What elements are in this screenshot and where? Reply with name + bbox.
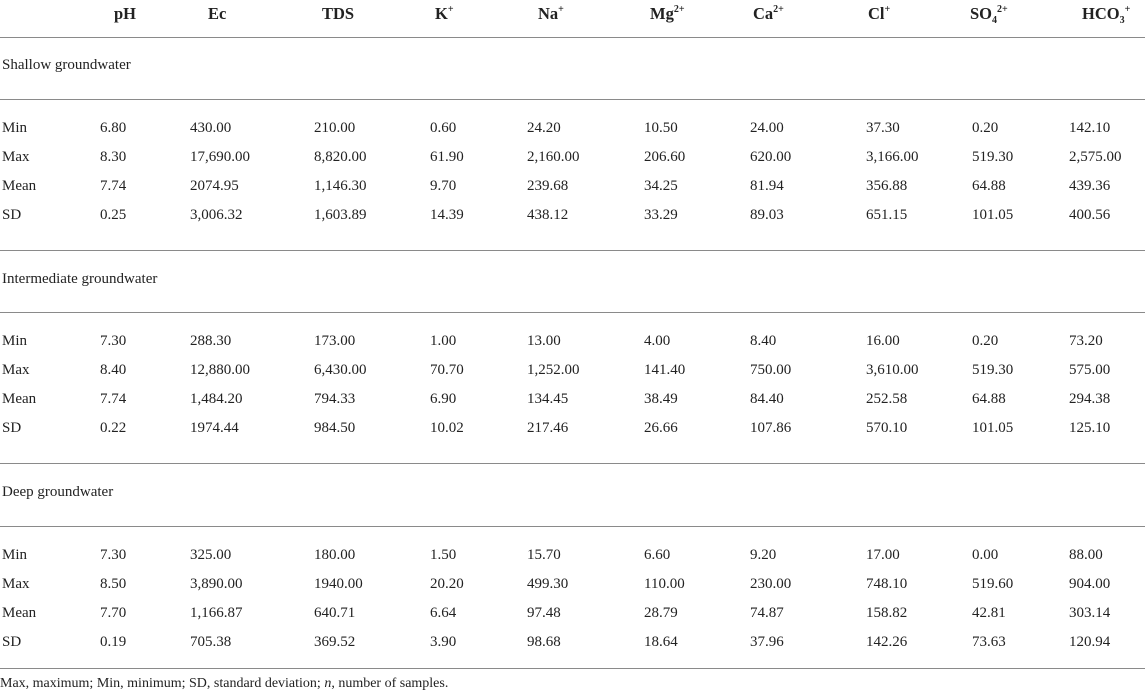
table-row — [0, 413, 1145, 443]
table-row — [0, 326, 1145, 356]
table-row — [0, 598, 1145, 628]
cell-mg: 38.49 — [644, 391, 678, 407]
cell-ec: 3,890.00 — [190, 576, 243, 592]
cell-hco3: 125.10 — [1069, 420, 1111, 436]
cell-tds: 1,603.89 — [314, 207, 367, 223]
cell-cl: 16.00 — [866, 333, 900, 349]
rule-section-1-end — [0, 250, 1145, 251]
cell-cl: 252.58 — [866, 391, 908, 407]
cell-so4: 519.30 — [972, 362, 1014, 378]
cell-ca: 230.00 — [750, 576, 792, 592]
cell-ph: 6.80 — [100, 120, 127, 136]
cell-mg: 141.40 — [644, 362, 686, 378]
cell-so4: 64.88 — [972, 178, 1006, 194]
cell-k: 1.50 — [430, 547, 457, 563]
rule-section-2-end — [0, 463, 1145, 464]
cell-so4: 0.00 — [972, 547, 999, 563]
cell-ec: 288.30 — [190, 333, 232, 349]
table-row — [0, 540, 1145, 570]
section-label: Shallow groundwater — [2, 57, 131, 73]
header-ph: pH — [114, 4, 137, 23]
cell-cl: 356.88 — [866, 178, 908, 194]
cell-k: 6.64 — [430, 605, 457, 621]
cell-ca: 24.00 — [750, 120, 784, 136]
cell-hco3: 142.10 — [1069, 120, 1111, 136]
cell-mg: 26.66 — [644, 420, 678, 436]
footnote-n-symbol: n — [324, 676, 332, 691]
cell-na: 97.48 — [527, 605, 561, 621]
cell-mg: 110.00 — [644, 576, 685, 592]
cell-tds: 369.52 — [314, 634, 356, 650]
row-label: Max — [2, 576, 30, 592]
row-label: Min — [2, 547, 28, 563]
cell-hco3: 294.38 — [1069, 391, 1111, 407]
cell-ca: 107.86 — [750, 420, 792, 436]
cell-k: 0.60 — [430, 120, 457, 136]
header-ca: $Ca^{2+}$ — [753, 3, 784, 23]
header-ec: Ec — [208, 4, 227, 23]
rule-section-1 — [0, 99, 1145, 100]
cell-ec: 1,484.20 — [190, 391, 243, 407]
cell-ca: 620.00 — [750, 149, 792, 165]
table-row — [0, 569, 1145, 599]
cell-k: 9.70 — [430, 178, 457, 194]
table-row — [0, 627, 1145, 657]
cell-na: 499.30 — [527, 576, 569, 592]
row-label: Mean — [2, 178, 37, 194]
cell-ec: 705.38 — [190, 634, 232, 650]
cell-so4: 0.20 — [972, 333, 999, 349]
cell-hco3: 120.94 — [1069, 634, 1111, 650]
cell-ec: 1974.44 — [190, 420, 239, 436]
cell-k: 6.90 — [430, 391, 457, 407]
row-label: Max — [2, 362, 30, 378]
cell-ec: 1,166.87 — [190, 605, 243, 621]
cell-cl: 570.10 — [866, 420, 908, 436]
cell-k: 14.39 — [430, 207, 464, 223]
table-row — [0, 384, 1145, 414]
cell-tds: 180.00 — [314, 547, 356, 563]
cell-mg: 34.25 — [644, 178, 678, 194]
header-k: K+ — [435, 3, 454, 23]
rule-table-bottom — [0, 668, 1145, 669]
section-title-shallow — [0, 50, 1145, 80]
cell-cl: 142.26 — [866, 634, 908, 650]
cell-ph: 7.30 — [100, 547, 127, 563]
row-label: SD — [2, 207, 22, 223]
row-label: Max — [2, 149, 30, 165]
cell-ec: 2074.95 — [190, 178, 239, 194]
header-tds: TDS — [322, 4, 355, 23]
cell-k: 61.90 — [430, 149, 464, 165]
cell-ph: 0.22 — [100, 420, 127, 436]
header-na: Na+ — [538, 3, 564, 23]
cell-ca: 750.00 — [750, 362, 792, 378]
cell-mg: 33.29 — [644, 207, 678, 223]
cell-ph: 8.50 — [100, 576, 127, 592]
cell-cl: 17.00 — [866, 547, 900, 563]
cell-so4: 519.30 — [972, 149, 1014, 165]
cell-ec: 3,006.32 — [190, 207, 243, 223]
cell-ph: 7.30 — [100, 333, 127, 349]
header-so4: $SO_4^{2+}$ — [970, 3, 1008, 27]
table-row — [0, 171, 1145, 201]
cell-cl: 748.10 — [866, 576, 908, 592]
row-label: SD — [2, 420, 22, 436]
cell-cl: 158.82 — [866, 605, 908, 621]
cell-k: 1.00 — [430, 333, 457, 349]
cell-so4: 42.81 — [972, 605, 1006, 621]
row-label: Mean — [2, 391, 37, 407]
cell-tds: 640.71 — [314, 605, 356, 621]
cell-na: 1,252.00 — [527, 362, 580, 378]
cell-ph: 0.19 — [100, 634, 127, 650]
cell-cl: 3,166.00 — [866, 149, 919, 165]
row-label: Min — [2, 333, 28, 349]
table-footnote — [0, 675, 448, 693]
cell-ca: 8.40 — [750, 333, 777, 349]
cell-na: 24.20 — [527, 120, 561, 136]
section-label: Deep groundwater — [2, 484, 114, 500]
footnote-text: Max, maximum; Min, minimum; SD, standard deviation; — [0, 676, 325, 691]
cell-hco3: 439.36 — [1069, 178, 1111, 194]
cell-ca: 37.96 — [750, 634, 784, 650]
cell-so4: 64.88 — [972, 391, 1006, 407]
cell-mg: 206.60 — [644, 149, 686, 165]
cell-so4: 0.20 — [972, 120, 999, 136]
cell-ca: 9.20 — [750, 547, 777, 563]
cell-tds: 1940.00 — [314, 576, 363, 592]
header-hco3: $HCO_3^+$ — [1082, 3, 1131, 27]
cell-hco3: 303.14 — [1069, 605, 1111, 621]
cell-hco3: 904.00 — [1069, 576, 1111, 592]
cell-cl: 651.15 — [866, 207, 908, 223]
cell-ca: 81.94 — [750, 178, 784, 194]
cell-na: 98.68 — [527, 634, 561, 650]
cell-na: 134.45 — [527, 391, 569, 407]
rule-section-3 — [0, 526, 1145, 527]
header-cl: Cl+ — [868, 3, 891, 23]
cell-ec: 12,880.00 — [190, 362, 250, 378]
rule-header — [0, 37, 1145, 38]
cell-tds: 1,146.30 — [314, 178, 367, 194]
cell-so4: 519.60 — [972, 576, 1014, 592]
cell-cl: 3,610.00 — [866, 362, 919, 378]
row-label: Min — [2, 120, 28, 136]
cell-k: 70.70 — [430, 362, 464, 378]
cell-tds: 794.33 — [314, 391, 356, 407]
cell-ca: 74.87 — [750, 605, 784, 621]
cell-na: 15.70 — [527, 547, 561, 563]
section-title-intermediate — [0, 264, 1145, 294]
footnote-n-text: , number of samples. — [331, 676, 449, 691]
cell-ph: 7.74 — [100, 391, 127, 407]
header-mg: $Mg^{2+}$ — [650, 3, 685, 23]
cell-tds: 6,430.00 — [314, 362, 367, 378]
cell-mg: 10.50 — [644, 120, 678, 136]
cell-na: 217.46 — [527, 420, 569, 436]
cell-ph: 0.25 — [100, 207, 127, 223]
cell-ca: 89.03 — [750, 207, 784, 223]
table-header-row — [0, 0, 1145, 30]
cell-hco3: 400.56 — [1069, 207, 1111, 223]
cell-tds: 8,820.00 — [314, 149, 367, 165]
table-row — [0, 113, 1145, 143]
cell-ec: 430.00 — [190, 120, 232, 136]
cell-na: 438.12 — [527, 207, 569, 223]
cell-cl: 37.30 — [866, 120, 900, 136]
table-row — [0, 355, 1145, 385]
cell-tds: 173.00 — [314, 333, 356, 349]
cell-ca: 84.40 — [750, 391, 784, 407]
cell-hco3: 2,575.00 — [1069, 149, 1122, 165]
rule-section-2 — [0, 312, 1145, 313]
cell-so4: 101.05 — [972, 207, 1014, 223]
cell-tds: 210.00 — [314, 120, 356, 136]
cell-ph: 8.30 — [100, 149, 127, 165]
cell-na: 13.00 — [527, 333, 561, 349]
row-label: SD — [2, 634, 22, 650]
cell-k: 20.20 — [430, 576, 464, 592]
cell-tds: 984.50 — [314, 420, 356, 436]
section-label: Intermediate groundwater — [2, 271, 158, 287]
cell-ec: 17,690.00 — [190, 149, 250, 165]
table-row — [0, 142, 1145, 172]
cell-so4: 101.05 — [972, 420, 1014, 436]
cell-k: 10.02 — [430, 420, 464, 436]
cell-na: 2,160.00 — [527, 149, 580, 165]
cell-ph: 7.70 — [100, 605, 127, 621]
cell-mg: 18.64 — [644, 634, 678, 650]
table-row — [0, 200, 1145, 230]
cell-na: 239.68 — [527, 178, 569, 194]
cell-so4: 73.63 — [972, 634, 1006, 650]
cell-hco3: 73.20 — [1069, 333, 1103, 349]
cell-mg: 6.60 — [644, 547, 671, 563]
cell-hco3: 88.00 — [1069, 547, 1103, 563]
section-title-deep — [0, 477, 1145, 507]
cell-ec: 325.00 — [190, 547, 232, 563]
cell-mg: 28.79 — [644, 605, 678, 621]
cell-ph: 7.74 — [100, 178, 127, 194]
cell-k: 3.90 — [430, 634, 457, 650]
cell-ph: 8.40 — [100, 362, 127, 378]
cell-hco3: 575.00 — [1069, 362, 1111, 378]
cell-mg: 4.00 — [644, 333, 671, 349]
row-label: Mean — [2, 605, 37, 621]
